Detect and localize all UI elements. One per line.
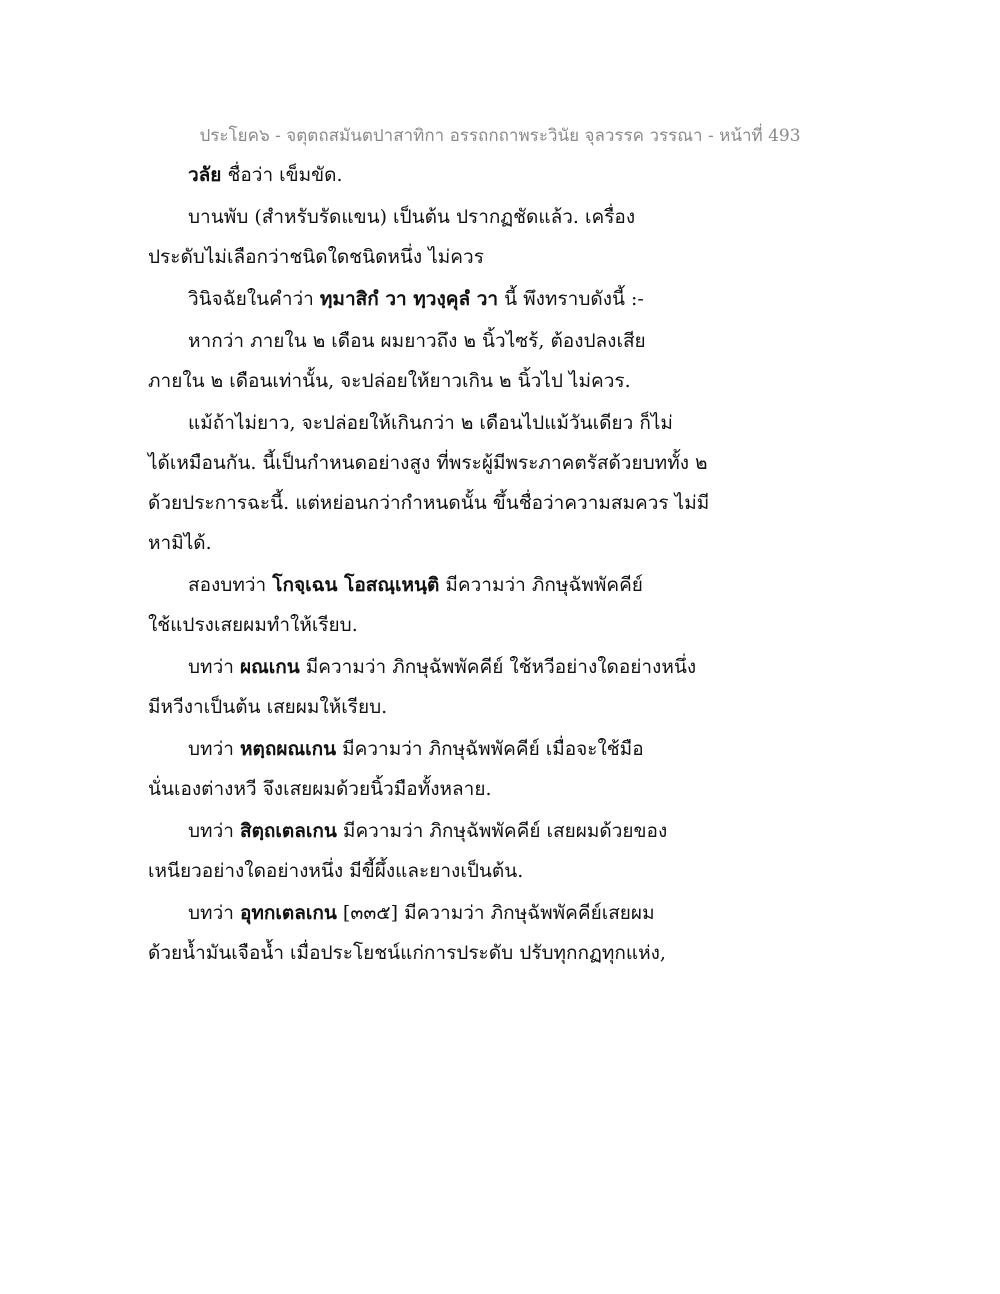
bold-term: หตฺถผณเกน — [239, 738, 337, 760]
page-header: ประโยค๖ - จตุตถสมันตปาสาทิกา อรรถกถาพระวินัย จุลวรรค วรรณา - หน้าที่ 493 — [199, 126, 801, 146]
text-run: ชื่อว่า เข็มขัด. — [221, 164, 343, 186]
paragraph — [148, 811, 748, 891]
text-line — [148, 361, 748, 401]
text-run: สองบทว่า — [188, 574, 273, 596]
document-body — [148, 155, 748, 973]
text-run: ด้วยประการฉะนี้. แต่หย่อนกว่ากำหนดนั้น ขึ้นชื่อว่าความสมควร ไม่มี — [148, 492, 710, 514]
paragraph — [148, 279, 748, 319]
text-line — [148, 279, 748, 319]
text-line — [148, 647, 748, 687]
bold-term: ผณเกน — [239, 656, 300, 678]
paragraph — [148, 565, 748, 645]
text-run: ด้วยน้ำมันเจือน้ำ เมื่อประโยชน์แก่การประดับ ปรับทุกกฏทุกแห่ง, — [148, 942, 666, 964]
text-line — [148, 403, 748, 443]
text-run: นี้ พึงทราบดังนี้ :- — [498, 288, 644, 310]
bold-term: สิตฺถเตลเกน — [239, 820, 337, 842]
text-run: มีความว่า ภิกษุฉัพพัคคีย์ เมื่อจะใช้มือ — [336, 738, 644, 760]
text-run: วินิจฉัยในคำว่า — [188, 288, 320, 310]
text-run: นั่นเองต่างหวี จึงเสยผมด้วยนิ้วมือทั้งหลาย. — [148, 778, 492, 800]
paragraph — [148, 321, 748, 401]
text-line — [148, 893, 748, 933]
text-line — [148, 483, 748, 523]
text-run: มีความว่า ภิกษุฉัพพัคคีย์ เสยผมด้วยของ — [336, 820, 668, 842]
text-run: ได้เหมือนกัน. นี้เป็นกำหนดอย่างสูง ที่พระผู้มีพระภาคตรัสด้วยบททั้ง ๒ — [148, 452, 708, 474]
text-run: หากว่า ภายใน ๒ เดือน ผมยาวถึง ๒ นิ้วไซร้, ต้องปลงเสีย — [188, 330, 646, 352]
text-run: บทว่า — [188, 902, 240, 924]
text-line — [148, 687, 748, 727]
text-run: มีความว่า ภิกษุฉัพพัคคีย์ ใช้หวีอย่างใดอย่างหนึ่ง — [299, 656, 697, 678]
text-run: บทว่า — [188, 656, 240, 678]
text-run: [๓๓๕] มีความว่า ภิกษุฉัพพัคคีย์เสยผม — [336, 902, 655, 924]
text-line — [148, 769, 748, 809]
text-line — [148, 155, 748, 195]
text-line — [148, 565, 748, 605]
paragraph — [148, 197, 748, 277]
text-run: ภายใน ๒ เดือนเท่านั้น, จะปล่อยให้ยาวเกิน ๒ นิ้วไป ไม่ควร. — [148, 370, 631, 392]
paragraph — [148, 403, 748, 563]
text-line — [148, 605, 748, 645]
text-line — [148, 237, 748, 277]
text-run: บทว่า — [188, 738, 240, 760]
bold-term: โกจฺเฉน โอสณฺเหนฺติ — [272, 574, 440, 596]
paragraph — [148, 893, 748, 973]
text-line — [148, 729, 748, 769]
text-run: มีความว่า ภิกษุฉัพพัคคีย์ — [439, 574, 643, 596]
text-line — [148, 197, 748, 237]
text-run: ใช้แปรงเสยผมทำให้เรียบ. — [148, 614, 358, 636]
text-run: มีหวีงาเป็นต้น เสยผมให้เรียบ. — [148, 696, 388, 718]
bold-term: อุทกเตลเกน — [239, 902, 337, 924]
paragraph — [148, 647, 748, 727]
text-line — [148, 321, 748, 361]
bold-term: ทฺมาสิกํ วา ทฺวงฺคุลํ วา — [319, 288, 499, 310]
text-run: เหนียวอย่างใดอย่างหนึ่ง มีขี้ผึ้งและยางเป็นต้น. — [148, 860, 524, 882]
text-run: แม้ถ้าไม่ยาว, จะปล่อยให้เกินกว่า ๒ เดือนไปแม้วันเดียว ก็ไม่ — [188, 412, 673, 434]
text-line — [148, 443, 748, 483]
bold-term: วลัย — [188, 164, 222, 186]
text-line — [148, 933, 748, 973]
paragraph — [148, 729, 748, 809]
text-run: หามิได้. — [148, 532, 212, 554]
paragraph — [148, 155, 748, 195]
text-run: บานพับ (สำหรับรัดแขน) เป็นต้น ปรากฏชัดแล้ว. เครื่อง — [188, 206, 636, 228]
text-run: บทว่า — [188, 820, 240, 842]
text-run: ประดับไม่เลือกว่าชนิดใดชนิดหนึ่ง ไม่ควร — [148, 246, 484, 268]
text-line — [148, 811, 748, 851]
text-line — [148, 851, 748, 891]
text-line — [148, 523, 748, 563]
